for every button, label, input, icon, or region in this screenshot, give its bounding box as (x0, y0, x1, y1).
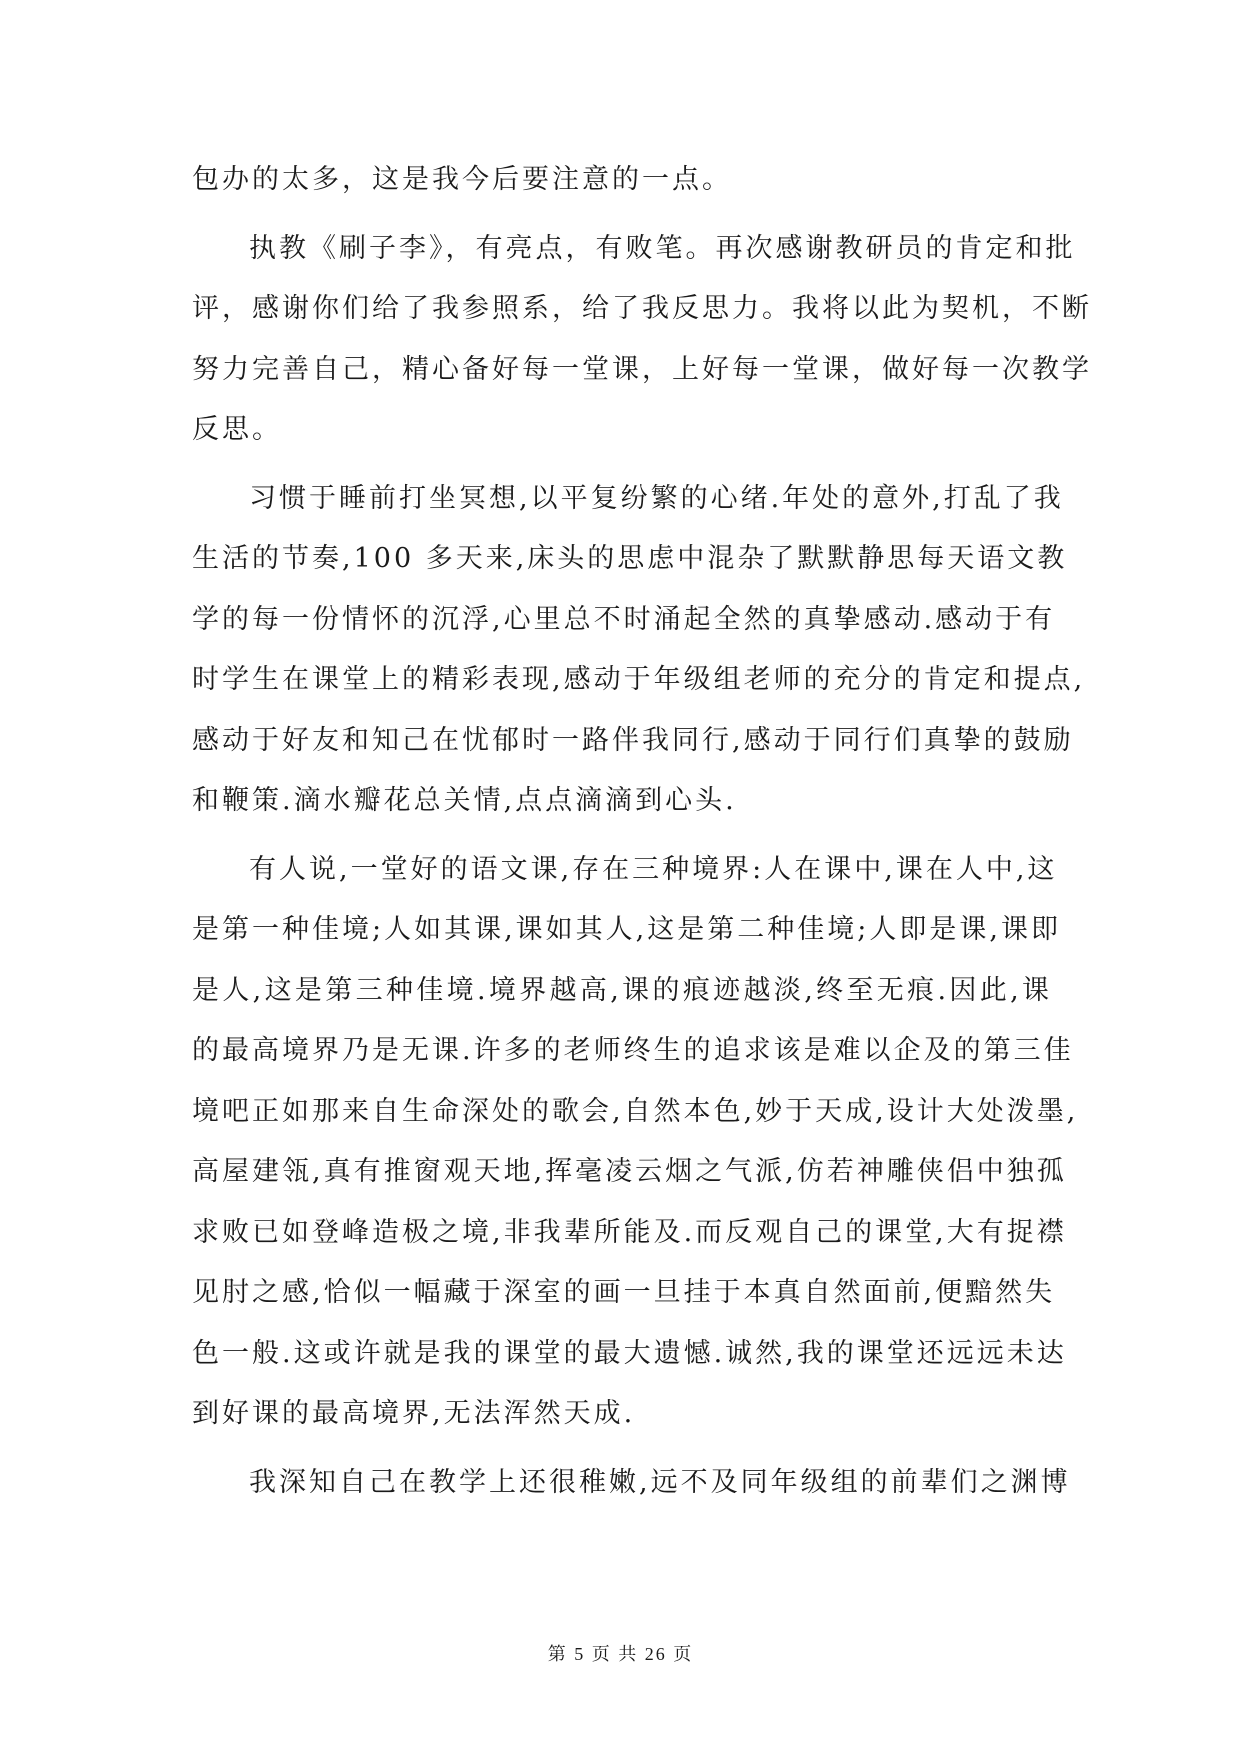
text-line: 是人,这是第三种佳境.境界越高,课的痕迹越淡,终至无痕.因此,课 (192, 974, 1052, 1006)
text-line: 见肘之感,恰似一幅藏于深室的画一旦挂于本真自然面前,便黯然失 (192, 1277, 1056, 1308)
text-line: 到好课的最高境界,无法浑然天成. (192, 1398, 636, 1429)
text-line: 的最高境界乃是无课.许多的老师终生的追求该是难以企及的第三佳 (192, 1035, 1074, 1066)
text-line: 是第一种佳境;人如其课,课如其人,这是第二种佳境;人即是课,课即 (192, 914, 1061, 945)
text-line: 努力完善自己，精心备好每一堂课，上好每一堂课，做好每一次教学 (192, 353, 1092, 385)
text-line: 学的每一份情怀的沉浮,心里总不时涌起全然的真挚感动.感动于有 (192, 603, 1056, 635)
body-text (192, 150, 1092, 1513)
text-line: 有人说,一堂好的语文课,存在三种境界:人在课中,课在人中,这 (249, 853, 1058, 885)
text-line: 高屋建瓴,真有推窗观天地,挥毫凌云烟之气派,仿若神雕侠侣中独孤 (192, 1156, 1067, 1187)
paragraph-gap (192, 461, 1052, 469)
text-line: 包办的太多，这是我今后要注意的一点。 (192, 164, 732, 195)
text-line: 求败已如登峰造极之境,非我辈所能及.而反观自己的课堂,大有捉襟 (192, 1216, 1067, 1248)
text-line: 习惯于睡前打坐冥想,以平复纷繁的心绪.年处的意外,打乱了我 (249, 482, 1064, 514)
page-footer: 第 5 页 共 26 页 (547, 1644, 694, 1664)
text-line: 反思。 (192, 414, 282, 445)
text-line: 感动于好友和知己在忧郁时一路伴我同行,感动于同行们真挚的鼓励 (192, 724, 1074, 756)
text-line: 境吧正如那来自生命深处的歌会,自然本色,妙于天成,设计大处泼墨, (192, 1095, 1079, 1127)
text-line: 我深知自己在教学上还很稚嫩,远不及同年级组的前辈们之渊博 (249, 1466, 1071, 1498)
paragraph-gap (192, 832, 1052, 840)
text-line: 和鞭策.滴水瓣花总关情,点点滴滴到心头. (192, 785, 737, 816)
text-line: 生活的节奏,100 多天来,床头的思虑中混杂了默默静思每天语文教 (192, 543, 1068, 574)
text-line: 色一般.这或许就是我的课堂的最大遗憾.诚然,我的课堂还远远未达 (192, 1337, 1067, 1369)
paragraph-gap (192, 211, 1052, 219)
text-line: 时学生在课堂上的精彩表现,感动于年级组老师的充分的肯定和提点, (192, 664, 1086, 695)
paragraph-gap (192, 1445, 1052, 1453)
text-line: 评，感谢你们给了我参照系，给了我反思力。我将以此为契机，不断 (192, 293, 1092, 324)
text-line: 执教《刷子李》，有亮点，有败笔。再次感谢教研员的肯定和批 (249, 232, 1076, 264)
